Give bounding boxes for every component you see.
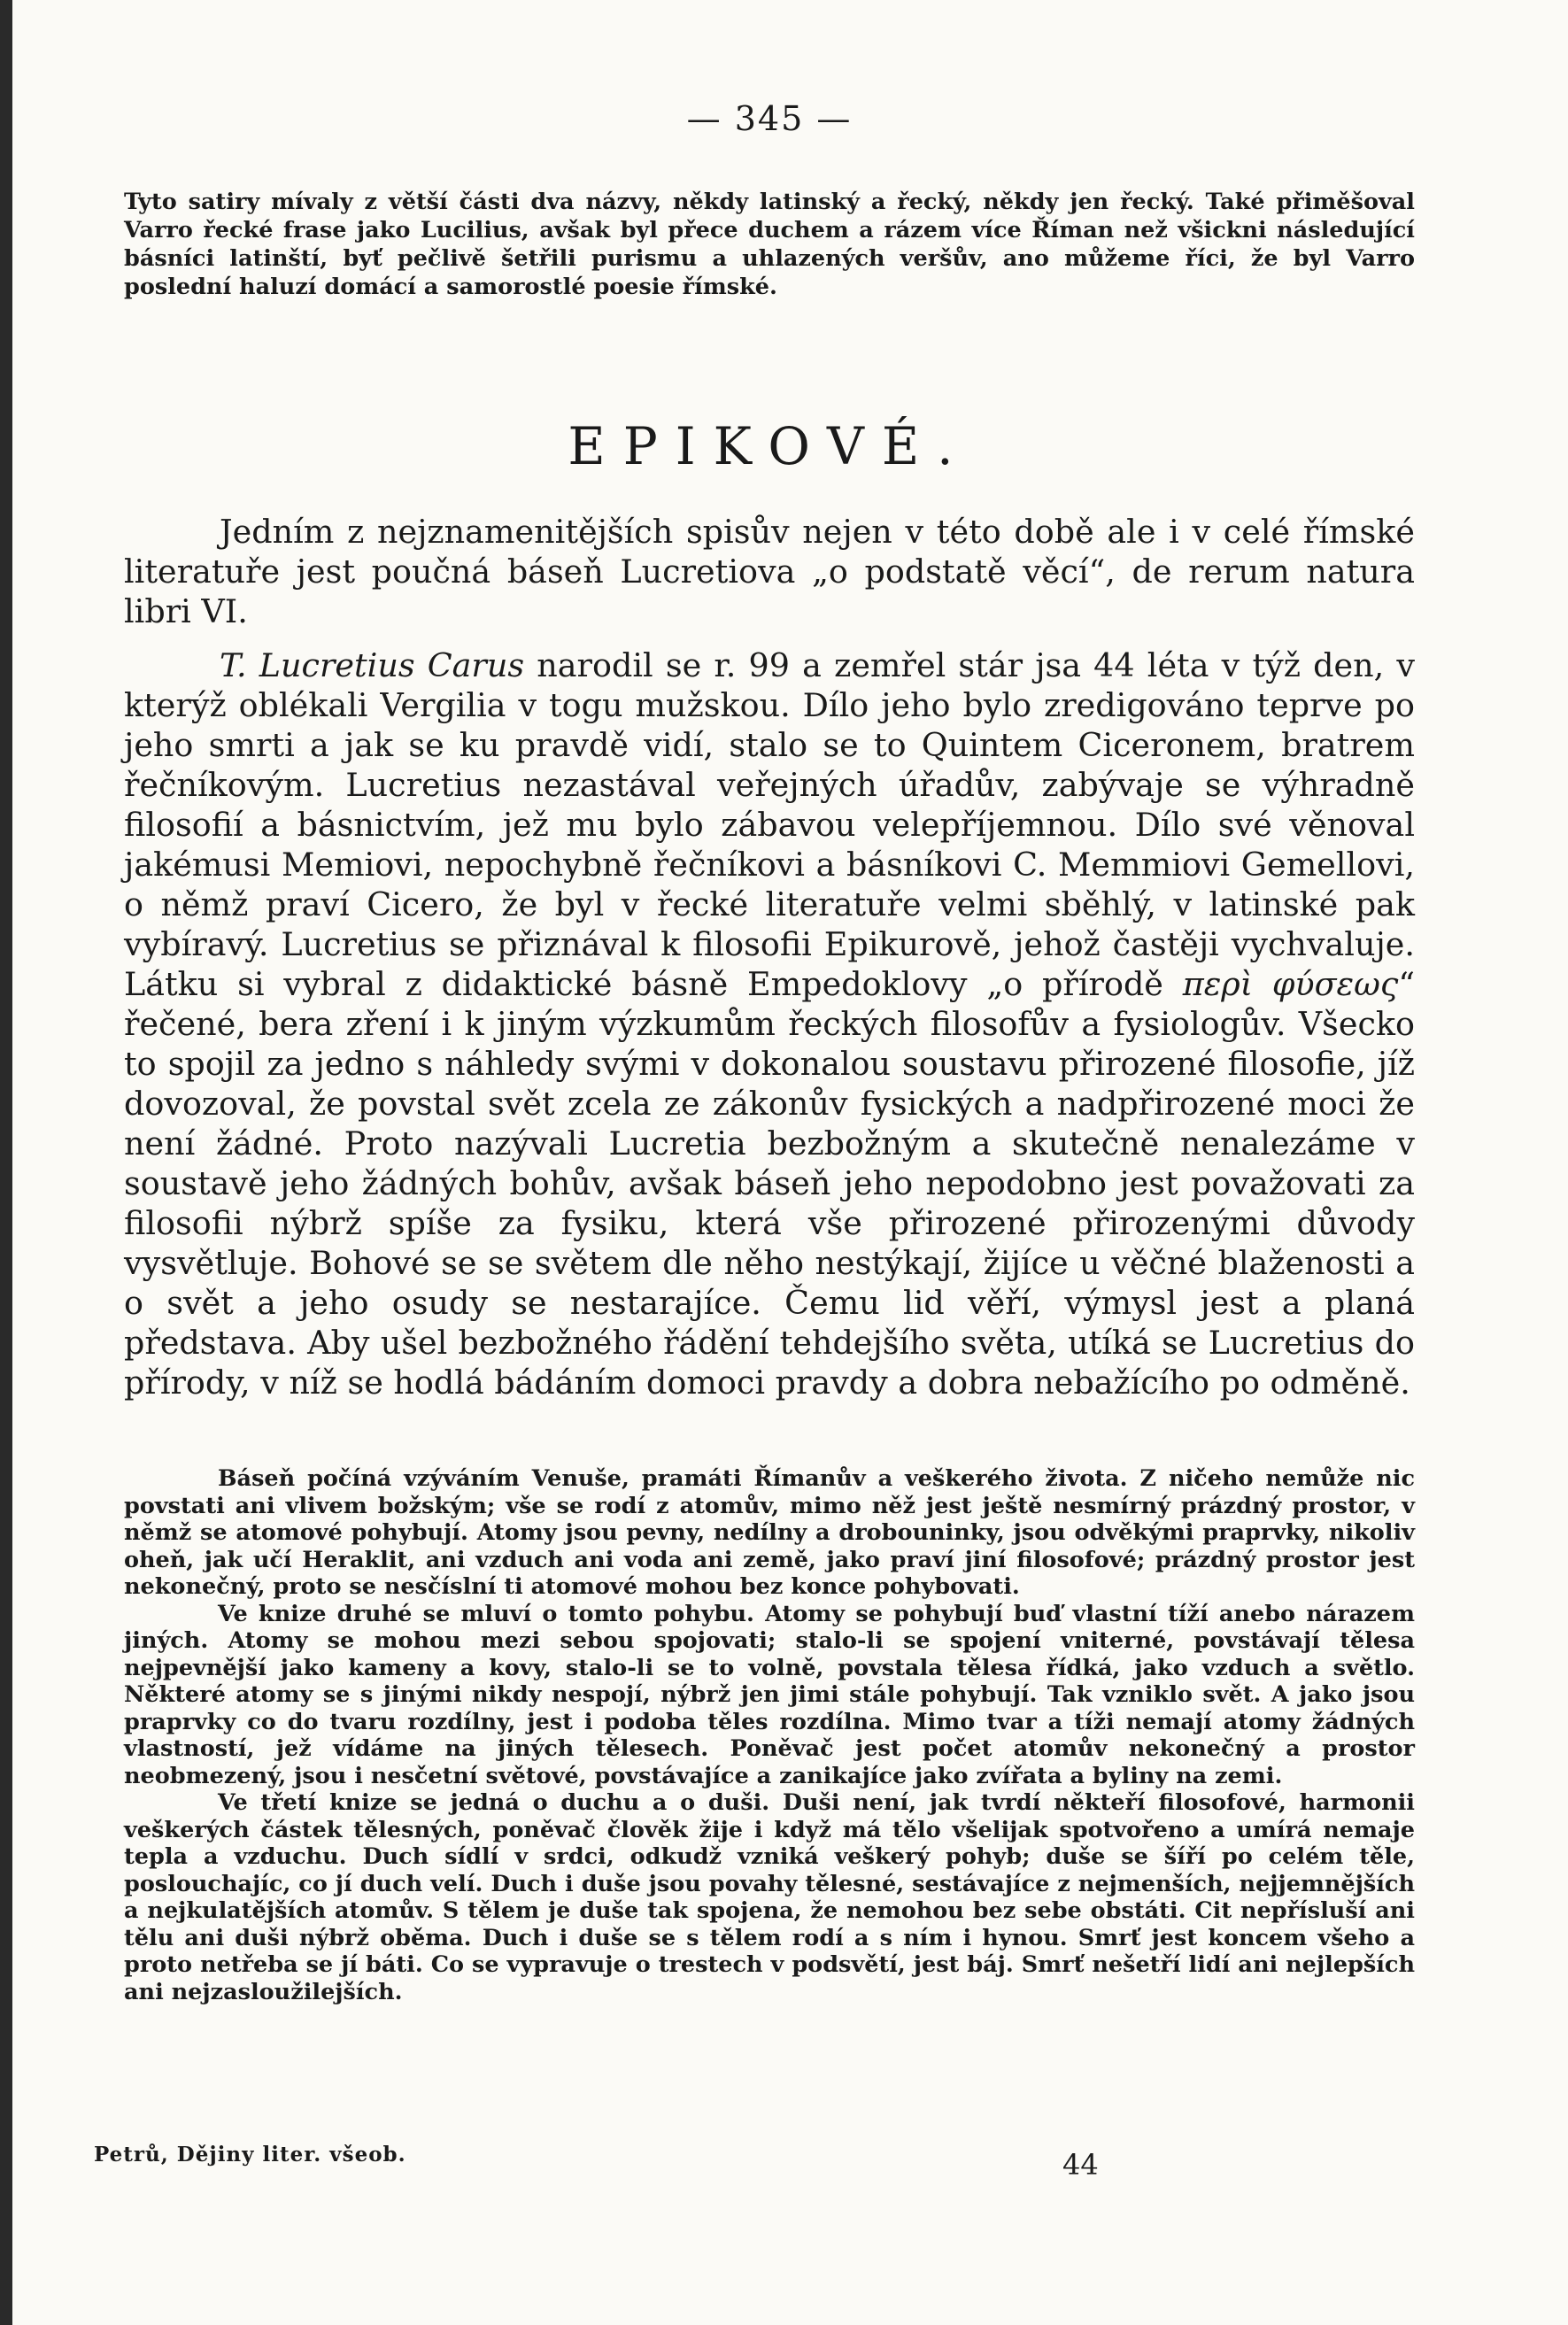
paragraph-1: Jedním z nejznamenitějších spisův nejen v této době ale i v celé římské literatuře jest poučná báseň Lucretiova „o podstatě věcí“, de rerum natura libri VI. bbox=[124, 513, 1415, 630]
intro-paragraph: Tyto satiry mívaly z větší části dva názvy, někdy latinský a řecký, někdy jen řecký. Také přiměšoval Varro řecké frase jako Lucilius, avšak byl přece duchem a rázem více Říman než všickni následující básníci latinští, byť pečlivě šetřili purismu a uhlazených veršův, ano můžeme říci, že byl Varro poslední haluzí domácí a samorostlé poesie římské. bbox=[124, 189, 1415, 300]
footer-signature: Petrů, Dějiny liter. všeob. bbox=[94, 2143, 406, 2167]
author-name: T. Lucretius Carus bbox=[220, 646, 525, 684]
paragraph-2 bbox=[124, 645, 1415, 1402]
summary-paragraph: Ve knize druhé se mluví o tomto pohybu. Atomy se pohybují buď vlastní tíží anebo nárazem jiných. Atomy se mohou mezi sebou spojovati; stalo-li se spojení vniterné, povstávají tělesa nejpevnější jako kameny a kovy, stalo-li se to volně, povstala tělesa řídká, jako vzduch a světlo. Některé atomy se s jinými nikdy nespojí, nýbrž jen jimi stále pohybují. Tak vzniklo svět. A jako jsou praprvky co do tvaru rozdílny, jest i podoba těles rozdílna. Mimo tvar a tíži nemají atomy žádných vlastností, jež vídáme na jiných tělesech. Poněvač jest počet atomův nekonečný a prostor neobmezený, jsou i nesčetní světové, povstávajíce a zanikajíce jako zvířata a byliny na zemi. bbox=[124, 1600, 1415, 1789]
summary-paragraph: Ve třetí knize se jedná o duchu a o duši. Duši není, jak tvrdí někteří filosofové, harmonii veškerých částek tělesných, poněvač člověk žije i když má tělo všelijak spotvořeno a umírá nemaje tepla a vzduchu. Duch sídlí v srdci, odkudž vzniká veškerý pohyb; duše se šíří po celém těle, poslouchajíc, co jí duch velí. Duch i duše jsou povahy tělesné, sestávajíce z nejmenších, nejjemnějších a nejkulatějších atomův. S tělem je duše tak spojena, že nemohou bez sebe obstáti. Cit nepřísluší ani tělu ani duši nýbrž oběma. Duch i duše se s tělem rodí a s ním i hynou. Smrť jest koncem všeho a proto netřeba se jí báti. Co se vypravuje o trestech v podsvětí, jest báj. Smrť nešetří lidí ani nejlepších ani nejzasloužilejších. bbox=[124, 1789, 1415, 2005]
summary-paragraph: Báseň počíná vzýváním Venuše, pramáti Římanův a veškerého života. Z ničeho nemůže nic povstati ani vlivem božským; vše se rodí z atomův, mimo něž jest ještě nesmírný prázdný prostor, v němž se atomové pohybují. Atomy jsou pevny, nedílny a drobouninky, jsou odvěkými praprvky, nikoliv oheň, jak učí Heraklit, ani vzduch ani voda ani země, jako praví jiní filosofové; prázdný prostor jest nekonečný, proto se nesčíslní ti atomové mohou bez konce pohybovati. bbox=[124, 1465, 1415, 1600]
page-number: — 345 — bbox=[686, 99, 853, 138]
scan-edge bbox=[0, 0, 12, 2325]
summary-section bbox=[124, 1465, 1415, 2005]
paragraph-2-end: “ řečené, bera zření i k jiným výzkumům řeckých filosofův a fysiologův. Všecko to spojil za jedno s náhledy svými v dokonalou soustavu přirozené filosofie, jíž dovozoval, že povstal svět zcela ze zákonův fysických a nadpřirozené moci že není žádné. Proto nazývali Lucretia bezbožným a skutečně nenalezáme v soustavě jeho žádných bohův, avšak báseň jeho nepodobno jest považovati za filosofii nýbrž spíše za fysiku, která vše přirozené přirozenými důvody vysvětluje. Bohové se se světem dle něho nestýkají, žijíce u věčné blaženosti a o svět a jeho osudy se nestarajíce. Čemu lid věří, výmysl jest a planá představa. Aby ušel bezbožného řádění tehdejšího světa, utíká se Lucretius do přírody, v níž se hodlá bádáním domoci pravdy a dobra nebažícího po odměně. bbox=[124, 965, 1415, 1402]
footer-sheet-number: 44 bbox=[1062, 2148, 1099, 2182]
document-page bbox=[124, 0, 1415, 2325]
paragraph-2-text: narodil se r. 99 a zemřel stár jsa 44 léta v týž den, v kterýž oblékali Vergilia v togu mužskou. Dílo jeho bylo zredigováno teprve po jeho smrti a jak se ku pravdě vidí, stalo se to Quintem Ciceronem, bratrem řečníkovým. Lucretius nezastával veřejných úřadův, zabývaje se výhradně filosofií a básnictvím, jež mu bylo zábavou velepříjemnou. Dílo své věnoval jakémusi Memiovi, nepochybně řečníkovi a básníkovi C. Memmiovi Gemellovi, o němž praví Cicero, že byl v řecké literatuře velmi sběhlý, v latinské pak vybíravý. Lucretius se přiznával k filosofii Epikurově, jehož častěji vychvaluje. Látku si vybral z didaktické básně Empedoklovy „o přírodě bbox=[124, 646, 1415, 1003]
main-body bbox=[124, 512, 1415, 1402]
section-heading: EPIKOVÉ. bbox=[568, 416, 971, 476]
greek-title: περὶ φύσεως bbox=[1182, 965, 1399, 1003]
